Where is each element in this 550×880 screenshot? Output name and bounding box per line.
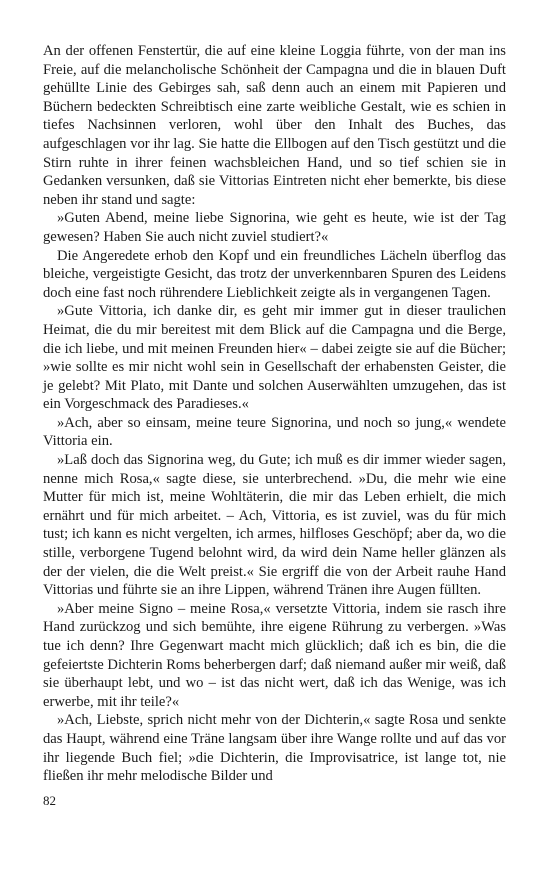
paragraph: »Gute Vittoria, ich danke dir, es geht mir immer gut in dieser traulichen Heimat, die du mir bereitest mit dem Blick auf die Campagna und die Berge, die ich liebe, und mit meinen Freunden hier« – dabei zeigte sie auf die Bücher; »wie sollte es mir nicht wohl sein in Gesellschaft der erhabensten Geister, die je gelebt? Mit Plato, mit Dante und solchen Auserwählten umzugehen, das ist ein Vorgeschmack des Paradieses.« — [43, 303, 506, 413]
paragraph: »Ach, aber so einsam, meine teure Signorina, und noch so jung,« wendete Vittoria ein. — [43, 414, 506, 450]
page-number: 82 — [43, 793, 56, 808]
paragraph: »Guten Abend, meine liebe Signorina, wie geht es heute, wie ist der Tag gewesen? Haben Sie auch nicht zuviel studiert?« — [43, 210, 506, 245]
paragraph: »Laß doch das Signorina weg, du Gute; ich muß es dir immer wieder sagen, nenne mich Rosa,« sagte diese, sie unterbrechend. »Du, die mehr wie eine Mutter für mich ist, meine Wohltäterin, die mir das Leben erhielt, die mich ernährt und für mich arbeitet. – Ach, Vittoria, es ist zuviel, was du für mich tust; ich kann es nicht vergelten, ich armes, hilfloses Geschöpf; aber da, wo die stille, verborgene Tugend belohnt wird, da wird dein Name heller glänzen als der der vielen, die die Welt preist.« Sie ergriff die von der Arbeit rauhe Hand Vittorias und führte sie an ihre Lippen, während Tränen ihre Augen füllten. — [43, 452, 506, 599]
paragraph: »Aber meine Signo – meine Rosa,« versetzte Vittoria, indem sie rasch ihre Hand zurückzog und sich bemühte, ihre eigene Rührung zu verbergen. »Was tue ich denn? Ihre Gegenwart macht mich glücklich; daß ich es bin, die die gefeiertste Dichterin Roms beherbergen darf; daß niemand außer mir weiß, daß sie überhaupt lebt, und wo – ist das nicht wert, daß ich das Wenige, was ich erwerbe, mit ihr teile?« — [43, 600, 506, 710]
paragraph: Die Angeredete erhob den Kopf und ein freundliches Lächeln überflog das bleiche, vergeistigte Gesicht, das trotz der unverkennbaren Spuren des Leidens doch eine fast noch rührendere Lieblichkeit zeigte als in vergangenen Tagen. — [43, 247, 506, 301]
body-text — [43, 42, 506, 786]
paragraph: »Ach, Liebste, sprich nicht mehr von der Dichterin,« sagte Rosa und senkte das Haupt, während eine Träne langsam über ihre Wange rollte und auf das vor ihr liegende Buch fiel; »die Dichterin, die Improvisatrice, ist lange tot, nie fließen ihr mehr melodische Bilder und — [43, 712, 506, 785]
paragraph: An der offenen Fenstertür, die auf eine kleine Loggia führte, von der man ins Freie, auf die melancholische Schönheit der Campagna und die in blauen Duft gehüllte Linie des Gebirges sah, saß denn auch an einem mit Papieren und Büchern bedeckten Schreibtisch eine zarte weibliche Gestalt, wie es schien in tiefes Nachsinnen verloren, wohl über den Inhalt des Buches, das aufgeschlagen vor ihr lag. Sie hatte die Ellbogen auf den Tisch gestützt und die Stirn ruhte in ihrer feinen wachsbleichen Hand, und so tief schien sie in Gedanken versunken, daß sie Vittorias Eintreten nicht eher bemerkte, bis diese neben ihr stand und sagte: — [43, 43, 506, 208]
